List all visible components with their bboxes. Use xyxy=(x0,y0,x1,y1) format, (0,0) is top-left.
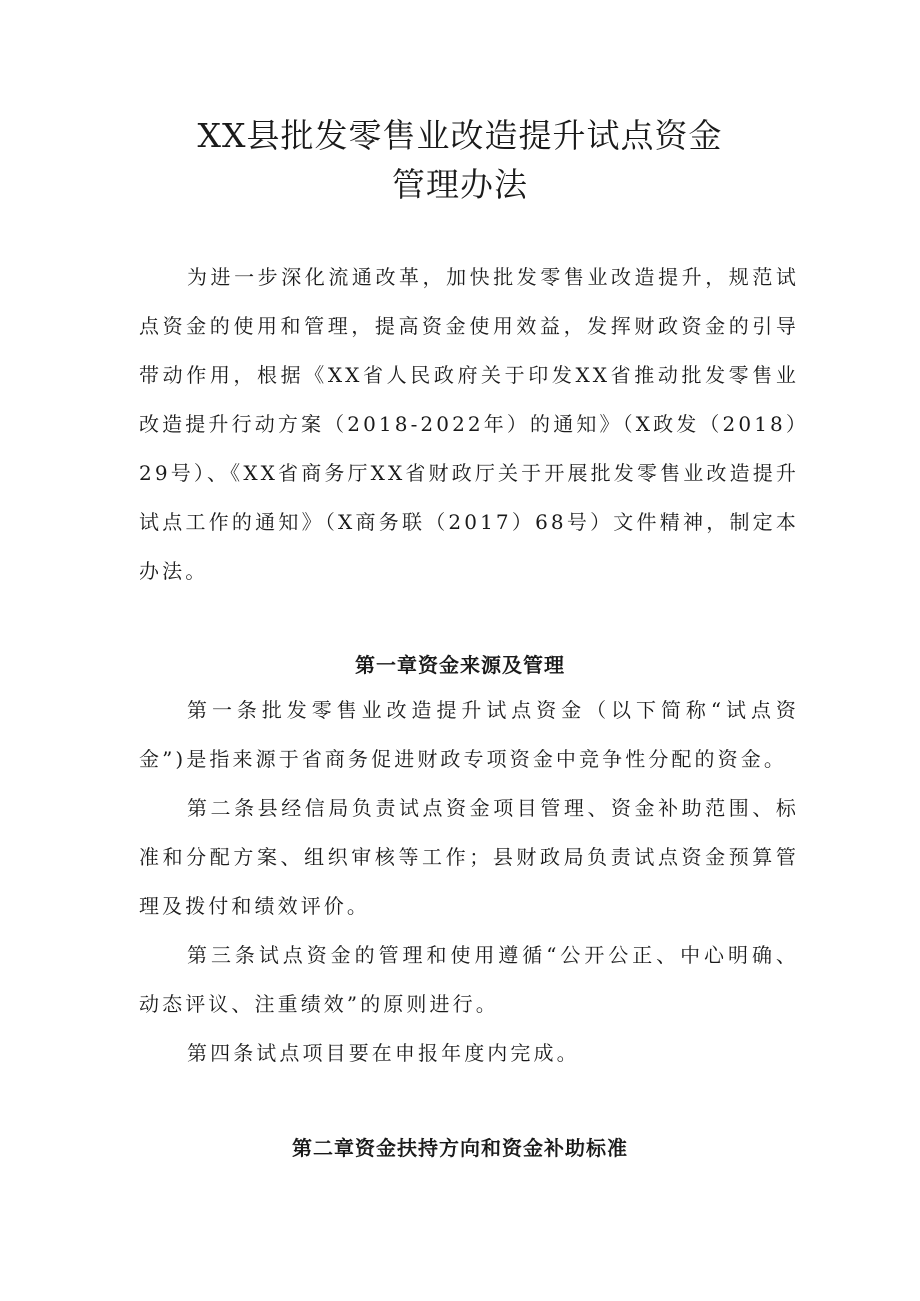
chapter1-heading: 第一章资金来源及管理 xyxy=(355,653,565,677)
chapter2-heading: 第二章资金扶持方向和资金补助标准 xyxy=(292,1136,628,1160)
article-3: 第三条试点资金的管理和使用遵循“公开公正、中心明确、动态评议、注重绩效”的原则进行。 xyxy=(139,943,799,1016)
article-4: 第四条试点项目要在申报年度内完成。 xyxy=(187,1041,580,1065)
intro-paragraph: 为进一步深化流通改革，加快批发零售业改造提升，规范试点资金的使用和管理，提高资金使用效益，发挥财政资金的引导带动作用，根据《XX省人民政府关于印发XX省推动批发零售业改造提升行动方案（2018-2022年）的通知》（X政发（2018）29号）、《XX省商务厅XX省财政厅关于开展批发零售业改造提升试点工作的通知》（X商务联（2017）68号）文件精神，制定本办法。 xyxy=(139,265,799,583)
document-title-line2: 管理办法 xyxy=(392,165,528,204)
article-1: 第一条批发零售业改造提升试点资金（以下简称“试点资金”)是指来源于省商务促进财政专项资金中竞争性分配的资金。 xyxy=(139,698,799,771)
document-title-line1: XX县批发零售业改造提升试点资金 xyxy=(197,116,723,155)
article-2: 第二条县经信局负责试点资金项目管理、资金补助范围、标准和分配方案、组织审核等工作；县财政局负责试点资金预算管理及拨付和绩效评价。 xyxy=(139,796,799,918)
